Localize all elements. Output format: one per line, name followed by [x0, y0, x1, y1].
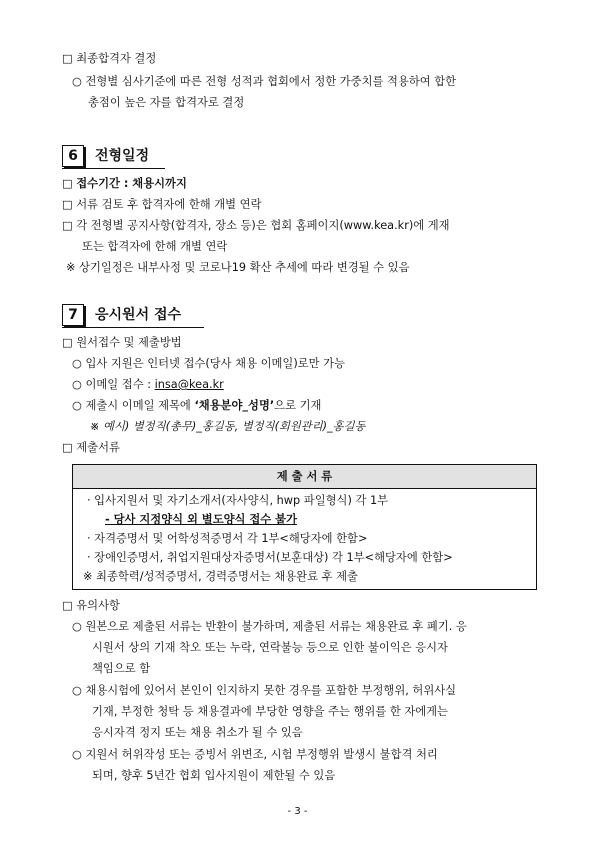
- schedule-item-2: □ 서류 검토 후 합격자에 한해 개별 연락: [62, 198, 262, 211]
- documents-row-1: · 입사지원서 및 자기소개서(자사양식, hwp 파일형식) 각 1부: [87, 494, 389, 507]
- documents-row-3: · 자격증명서 및 어학성적증명서 각 1부<해당자에 한함>: [87, 532, 368, 545]
- notes-line-4: ○ 채용시험에 있어서 본인이 인지하지 못한 경우를 포함한 부정행위, 허위사실: [72, 684, 457, 697]
- section-6-underline: [62, 168, 165, 169]
- notes-heading: □ 유의사항: [62, 599, 120, 612]
- schedule-item-3-cont: 또는 합격자에 한해 개별 연락: [82, 240, 228, 253]
- final-selection-heading: □ 최종합격자 결정: [62, 52, 157, 65]
- email-address-link[interactable]: insa@kea.kr: [154, 378, 224, 391]
- documents-box-title: 제 출 서 류: [73, 465, 536, 489]
- documents-row-5: ※ 최종학력/성적증명서, 경력증명서는 채용완료 후 제출: [83, 570, 358, 583]
- docs-heading: □ 제출서류: [62, 441, 120, 454]
- notes-line-1: ○ 원본으로 제출된 서류는 반환이 불가하며, 제출된 서류는 채용완료 후 폐기. 응: [72, 620, 467, 633]
- notes-line-2: 시원서 상의 기재 착오 또는 누락, 연락불능 등으로 인한 불이익은 응시자: [92, 641, 448, 654]
- notes-line-3: 책임으로 함: [92, 662, 151, 675]
- section-7-underline: [62, 327, 204, 328]
- documents-row-4: · 장애인증명서, 취업지원대상자증명서(보훈대상) 각 1부<해당자에 한함>: [87, 551, 453, 564]
- method-heading: □ 원서접수 및 제출방법: [62, 336, 182, 349]
- documents-box: [72, 464, 537, 590]
- email-subject-format: ‘채용분야_성명’: [194, 399, 275, 412]
- section-6-title: 전형일정: [95, 148, 150, 164]
- documents-row-2: - 당사 지정양식 외 별도양식 접수 불가: [105, 513, 297, 526]
- method-item-3: ○ 제출시 이메일 제목에 ‘채용분야_성명’으로 기재: [72, 399, 322, 412]
- final-selection-line-1: ○ 전형별 심사기준에 따른 전형 성적과 협회에서 정한 가중치를 적용하여 합한: [72, 75, 457, 88]
- notes-line-8: 되며, 향후 5년간 협회 입사지원이 제한될 수 있음: [92, 769, 336, 782]
- final-selection-line-2: 총점이 높은 자를 합격자로 결정: [88, 96, 245, 109]
- schedule-bullet: □ 접수기간 : 채용시까지: [62, 177, 187, 190]
- method-item-2: ○ 이메일 접수 : insa@kea.kr: [72, 378, 224, 391]
- notes-line-5: 기재, 부정한 청탁 등 채용결과에 부당한 영향을 주는 행위를 한 자에게는: [92, 705, 448, 718]
- application-period: 접수기간 : 채용시까지: [76, 177, 187, 190]
- schedule-item-3: □ 각 전형별 공지사항(합격자, 장소 등)은 협회 홈페이지(www.kea.kr)에 게재: [62, 219, 450, 232]
- method-item-1: ○ 입사 지원은 인터넷 접수(당사 채용 이메일)로만 가능: [72, 357, 345, 370]
- notes-line-6: 응시자격 정지 또는 채용 취소가 될 수 있음: [92, 726, 303, 739]
- section-7-title: 응시원서 접수: [95, 307, 182, 323]
- section-6-number: 6: [62, 145, 84, 167]
- notes-line-7: ○ 지원서 허위작성 또는 증빙서 위변조, 시험 부정행위 발생시 불합격 처리: [72, 748, 438, 761]
- method-example: ※ 예시) 별정직(총무)_홍길동, 별정직(회원관리)_홍길동: [90, 420, 366, 433]
- schedule-note: ※ 상기일정은 내부사정 및 코로나19 확산 추세에 따라 변경될 수 있음: [66, 261, 410, 274]
- page-number: - 3 -: [287, 806, 308, 817]
- section-7-number: 7: [62, 304, 84, 326]
